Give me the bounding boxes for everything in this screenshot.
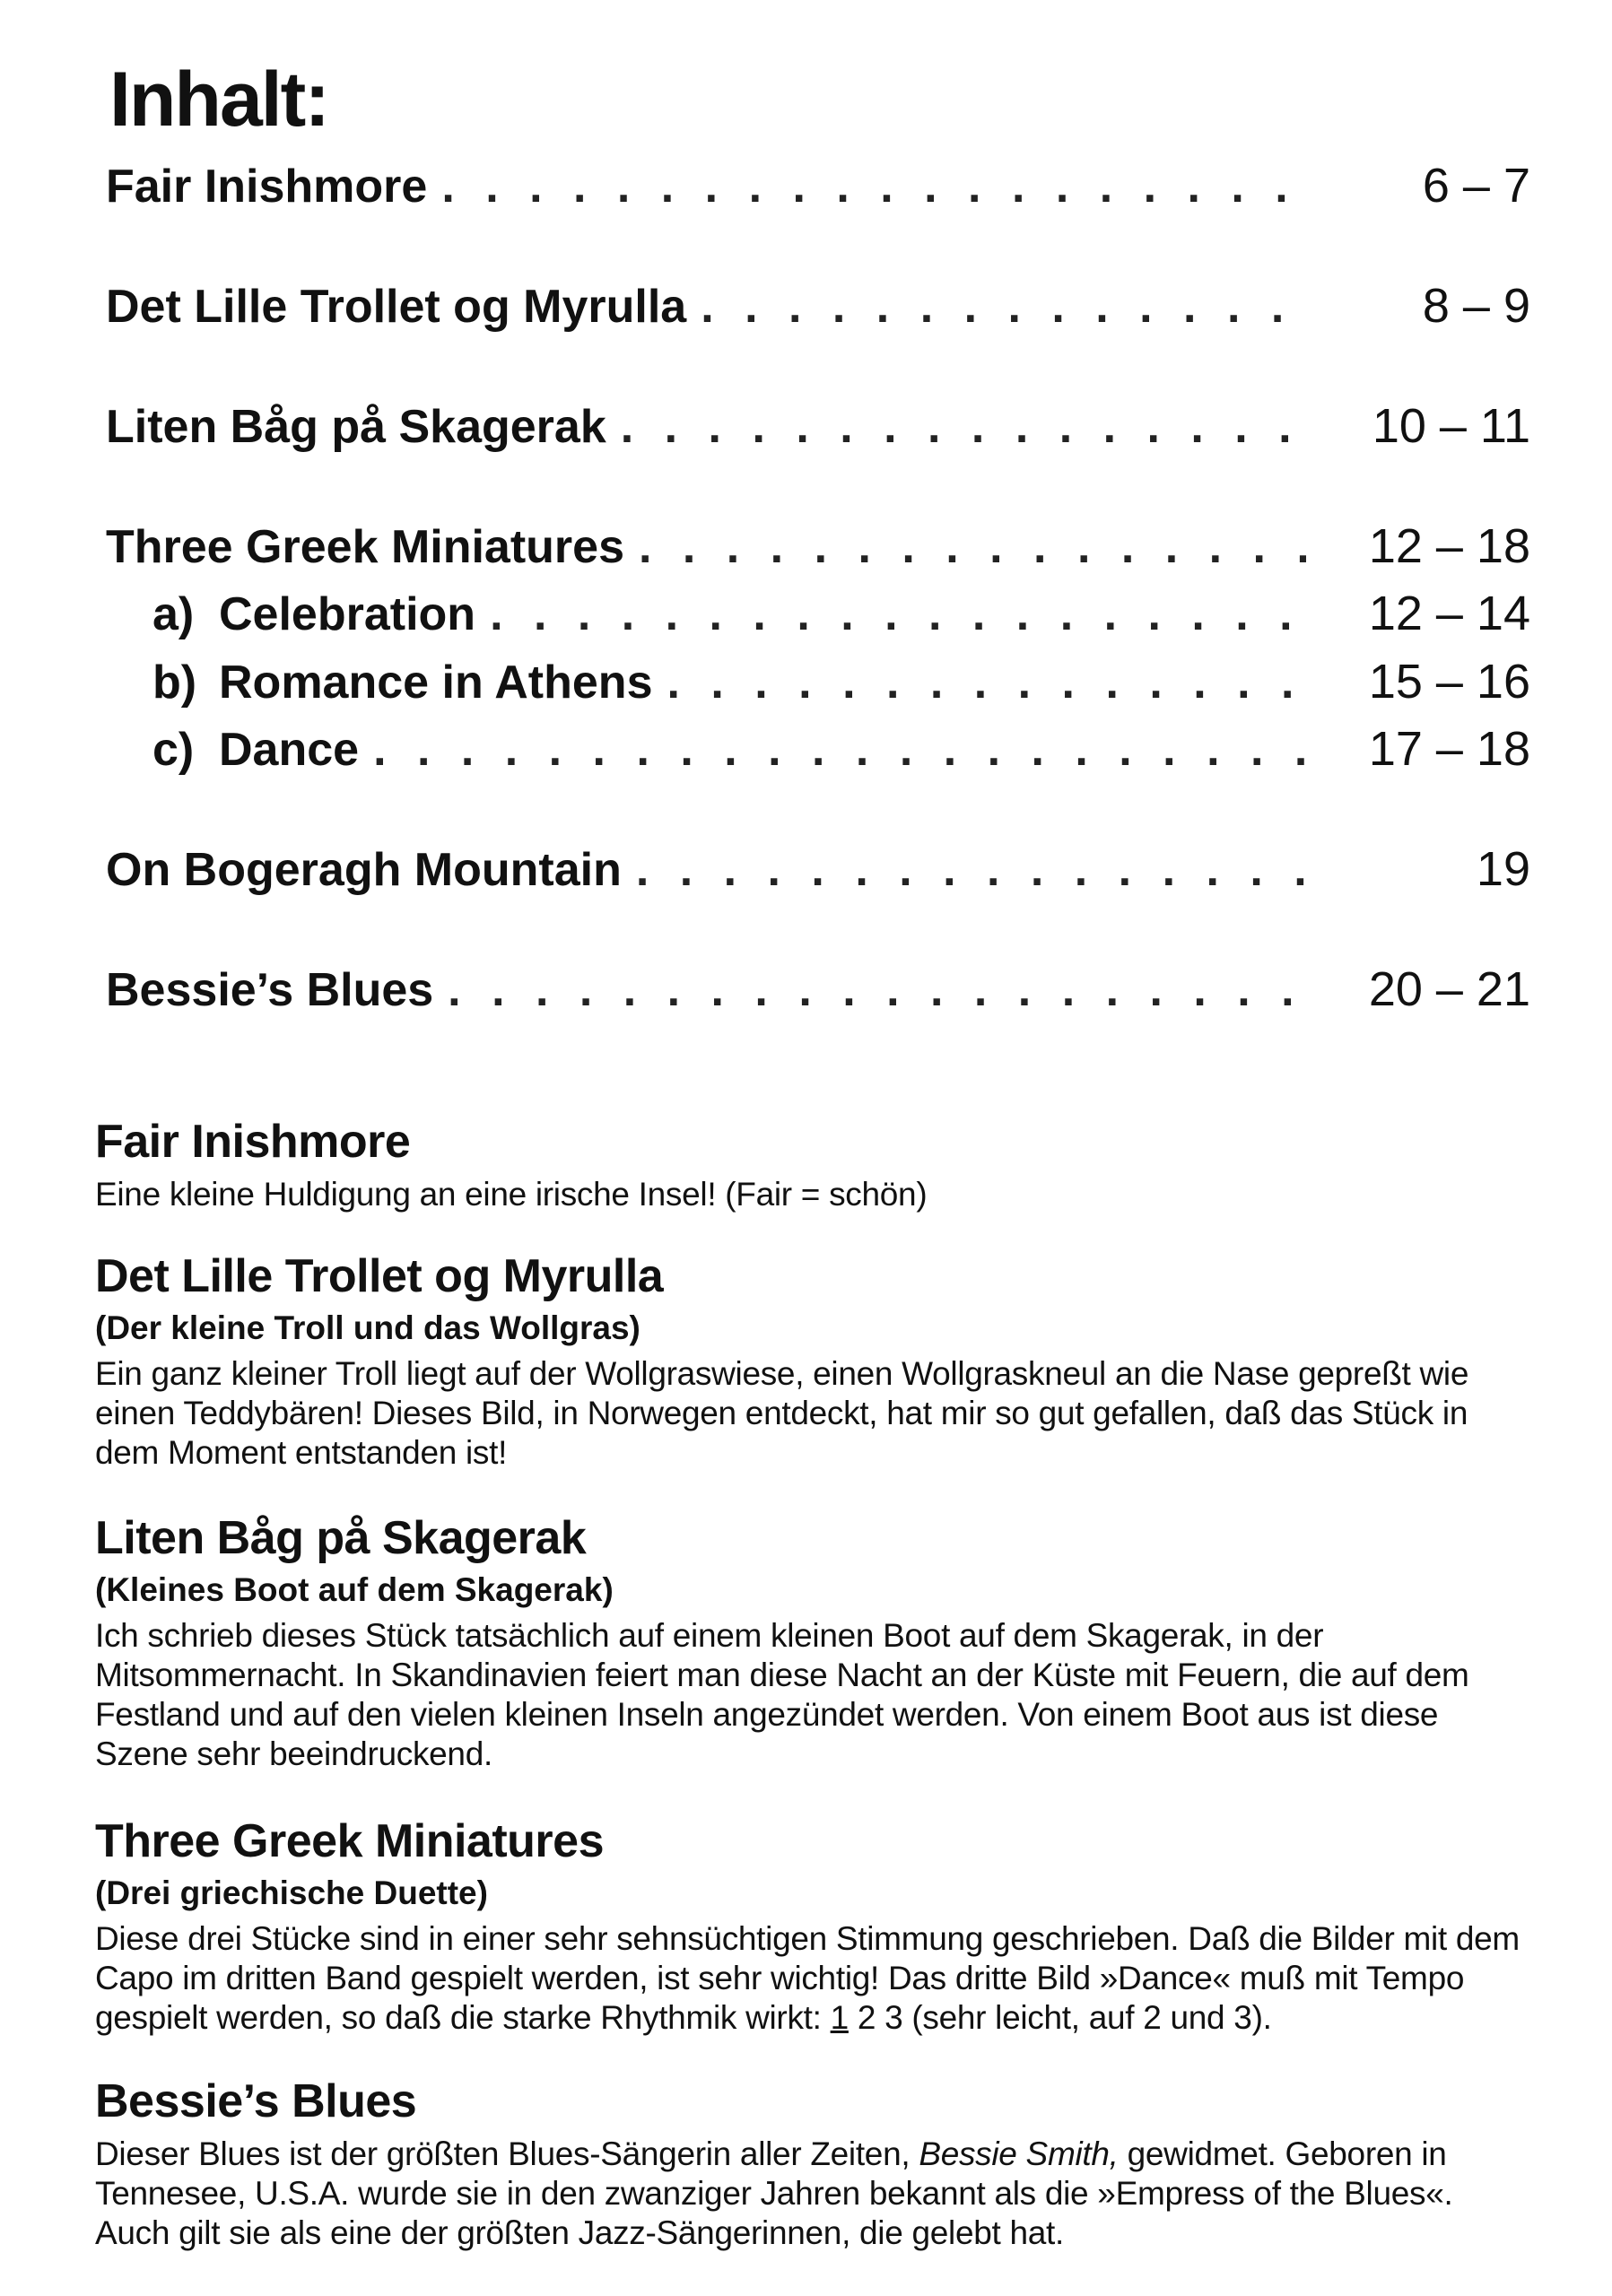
section-text [95, 2135, 1530, 2253]
toc-leader-dots [621, 400, 1306, 454]
section-text-main: Diese drei Stücke sind in einer sehr sehnsüchtigen Stimmung geschrieben. Daß die Bilder mit dem Capo im dritten Band gespielt werden, ist sehr wichtig! Das dritte Bild »Dance« muß mit Tempo gespielt werden, so daß die starke Rhythmik wirkt: [95, 1920, 1520, 2036]
toc-sub-entry [152, 586, 1530, 657]
toc-leader-dots [667, 656, 1307, 709]
toc-entry [106, 518, 1530, 590]
toc-sub-entry-letter: c) [152, 724, 195, 776]
section-text: Ein ganz kleiner Troll liegt auf der Wollgraswiese, einen Wollgraskneul an die Nase gepreßt wie einen Teddybären! Dieses Bild, in Norwegen entdeckt, hat mir so gut gefallen, daß das Stück in dem Moment entstanden ist! [95, 1355, 1469, 1471]
toc-leader-dots [373, 723, 1306, 777]
toc-entry [106, 398, 1530, 470]
toc-entry-pages: 12 – 18 [1368, 519, 1530, 573]
section-subtitle: (Drei griechische Duette) [95, 1874, 488, 1911]
toc-entry-pages: 6 – 7 [1422, 159, 1530, 213]
toc-entry-title: Fair Inishmore [106, 161, 428, 213]
section-heading: Bessie’s Blues [95, 2075, 417, 2127]
toc-sub-entry-pages: 15 – 16 [1368, 655, 1530, 709]
artist-name: Bessie Smith, [919, 2135, 1119, 2172]
section-heading: Fair Inishmore [95, 1116, 411, 1168]
toc-entry-title: Liten Båg på Skagerak [106, 401, 606, 453]
toc-sub-entry-label [152, 656, 667, 709]
toc-entry-title: On Bogeragh Mountain [106, 844, 622, 896]
toc-leader-dots [490, 587, 1306, 641]
section-text: Ich schrieb dieses Stück tatsächlich auf einem kleinen Boot auf dem Skagerak, in der Mitsommernacht. In Skandinavien feiert man diese Nacht an der Küste mit Feuern, die auf dem Festland und auf den vielen kleinen Inseln angezündet werden. Von einem Boot aus ist diese Szene sehr beeindruckend. [95, 1617, 1469, 1772]
section-heading: Liten Båg på Skagerak [95, 1512, 587, 1564]
section-heading: Det Lille Trollet og Myrulla [95, 1250, 664, 1302]
toc-sub-entry-title: Romance in Athens [219, 657, 653, 709]
toc-entry [106, 841, 1530, 913]
rhythm-beats: 2 3 [857, 1999, 903, 2036]
toc-title: Inhalt: [109, 57, 328, 143]
section-text-before: Dieser Blues ist der größten Blues-Sängerin aller Zeiten, [95, 2135, 911, 2172]
toc-entry [106, 158, 1530, 230]
toc-sub-entry [152, 721, 1530, 793]
description-bessies-blues [95, 2074, 1530, 2253]
section-text-end: (sehr leicht, auf 2 und 3). [911, 1999, 1272, 2036]
toc-sub-entry-title: Celebration [219, 588, 476, 640]
toc-sub-entry-pages: 12 – 14 [1368, 587, 1530, 640]
section-subtitle: (Kleines Boot auf dem Skagerak) [95, 1571, 614, 1608]
toc-entry-title: Bessie’s Blues [106, 964, 434, 1016]
toc-entry-pages: 8 – 9 [1422, 279, 1530, 333]
description-greek-miniatures [95, 1813, 1530, 2038]
toc-leader-dots [636, 843, 1306, 897]
toc-sub-entry [152, 654, 1530, 726]
toc-entry [106, 961, 1530, 1033]
description-troll [95, 1248, 1530, 1473]
toc-entry [106, 278, 1530, 350]
toc-entry-pages: 20 – 21 [1368, 962, 1530, 1016]
toc-leader-dots [441, 160, 1306, 213]
section-heading: Three Greek Miniatures [95, 1815, 604, 1867]
toc-sub-entry-label [152, 587, 490, 641]
toc-entry-title: Det Lille Trollet og Myrulla [106, 281, 687, 333]
toc-leader-dots [639, 520, 1306, 574]
toc-sub-entry-title: Dance [219, 724, 360, 776]
description-liten-bag [95, 1510, 1530, 1774]
rhythm-beat-accent: 1 [830, 1999, 849, 2036]
toc-leader-dots [448, 963, 1306, 1017]
toc-sub-entry-label [152, 723, 373, 777]
toc-entry-title: Three Greek Miniatures [106, 521, 624, 573]
toc-sub-entry-pages: 17 – 18 [1368, 722, 1530, 776]
section-text: Eine kleine Huldigung an eine irische Insel! (Fair = schön) [95, 1176, 928, 1213]
toc-sub-entry-letter: a) [152, 588, 195, 640]
toc-leader-dots [701, 280, 1306, 334]
section-subtitle: (Der kleine Troll und das Wollgras) [95, 1309, 640, 1346]
toc-entry-pages: 10 – 11 [1372, 399, 1530, 453]
toc-entry-pages: 19 [1476, 842, 1530, 896]
section-text [95, 1919, 1530, 2038]
section-text-after: gewidmet. Geboren in Tennesee, U.S.A. wurde sie in den zwanziger Jahren bekannt als die »Empress of the Blues«. Auch gilt sie als eine der größten Jazz-Sängerinnen, die gelebt hat. [95, 2135, 1453, 2251]
toc-sub-entry-letter: b) [152, 657, 197, 709]
description-fair-inishmore [95, 1114, 1530, 1214]
